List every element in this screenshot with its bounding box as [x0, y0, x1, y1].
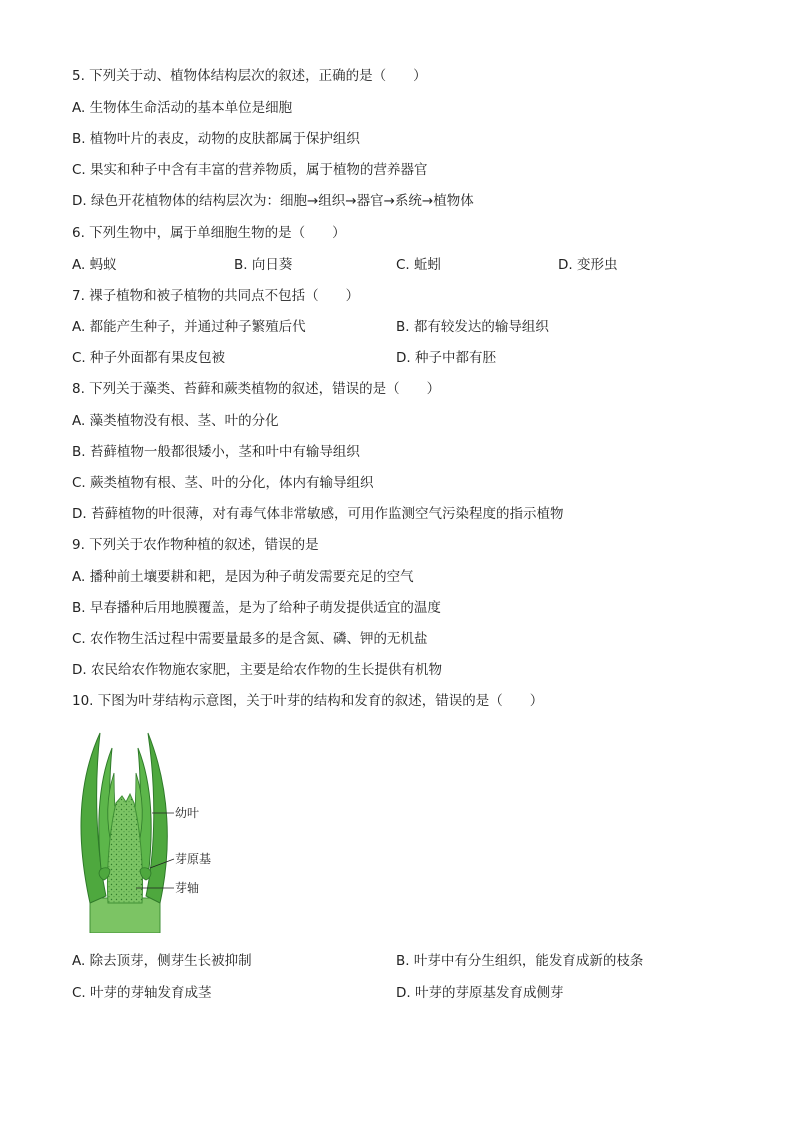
- question-6-stem: 6. 下列生物中，属于单细胞生物的是（ ）: [72, 225, 346, 241]
- question-9-option-c: C. 农作物生活过程中需要量最多的是含氮、磷、钾的无机盐: [72, 631, 428, 647]
- question-5-stem: 5. 下列关于动、植物体结构层次的叙述，正确的是（ ）: [72, 68, 427, 84]
- question-9-option-a: A. 播种前土壤要耕和耙，是因为种子萌发需要充足的空气: [72, 569, 414, 585]
- question-5-option-b: B. 植物叶片的表皮，动物的皮肤都属于保护组织: [72, 131, 360, 147]
- question-8-option-c: C. 蕨类植物有根、茎、叶的分化，体内有输导组织: [72, 475, 374, 491]
- label-bud-axis: 芽轴: [175, 881, 200, 895]
- question-6-option-b: B. 向日葵: [234, 257, 293, 273]
- question-5-option-d: D. 绿色开花植物体的结构层次为：细胞→组织→器官→系统→植物体: [72, 193, 474, 209]
- question-8-option-d: D. 苔藓植物的叶很薄，对有毒气体非常敏感，可用作监测空气污染程度的指示植物: [72, 506, 564, 522]
- leaf-bud-diagram: [70, 728, 230, 933]
- question-10-option-d: D. 叶芽的芽原基发育成侧芽: [396, 985, 564, 1001]
- label-bud-primordium: 芽原基: [175, 852, 212, 866]
- question-7-option-b: B. 都有较发达的输导组织: [396, 319, 549, 335]
- question-5-option-c: C. 果实和种子中含有丰富的营养物质，属于植物的营养器官: [72, 162, 428, 178]
- question-8-option-a: A. 藻类植物没有根、茎、叶的分化: [72, 413, 279, 429]
- question-9-stem: 9. 下列关于农作物种植的叙述，错误的是: [72, 537, 319, 553]
- question-10-option-c: C. 叶芽的芽轴发育成茎: [72, 985, 212, 1001]
- label-young-leaf: 幼叶: [175, 806, 200, 820]
- question-5-option-a: A. 生物体生命活动的基本单位是细胞: [72, 100, 293, 116]
- question-6-option-d: D. 变形虫: [558, 257, 618, 273]
- question-8-stem: 8. 下列关于藻类、苔藓和蕨类植物的叙述，错误的是（ ）: [72, 381, 441, 397]
- question-6-option-a: A. 蚂蚁: [72, 257, 117, 273]
- leaf-bud-illustration: [70, 728, 230, 933]
- question-7-option-d: D. 种子中都有胚: [396, 350, 496, 366]
- question-10-option-b: B. 叶芽中有分生组织，能发育成新的枝条: [396, 953, 644, 969]
- question-7-option-a: A. 都能产生种子，并通过种子繁殖后代: [72, 319, 306, 335]
- question-10-stem: 10. 下图为叶芽结构示意图，关于叶芽的结构和发育的叙述，错误的是（ ）: [72, 693, 544, 709]
- question-9-option-d: D. 农民给农作物施农家肥，主要是给农作物的生长提供有机物: [72, 662, 442, 678]
- question-9-option-b: B. 早春播种后用地膜覆盖，是为了给种子萌发提供适宜的温度: [72, 600, 441, 616]
- question-6-option-c: C. 蚯蚓: [396, 257, 442, 273]
- question-7-option-c: C. 种子外面都有果皮包被: [72, 350, 226, 366]
- question-10-option-a: A. 除去顶芽，侧芽生长被抑制: [72, 953, 252, 969]
- question-7-stem: 7. 裸子植物和被子植物的共同点不包括（ ）: [72, 288, 360, 304]
- question-8-option-b: B. 苔藓植物一般都很矮小，茎和叶中有输导组织: [72, 444, 360, 460]
